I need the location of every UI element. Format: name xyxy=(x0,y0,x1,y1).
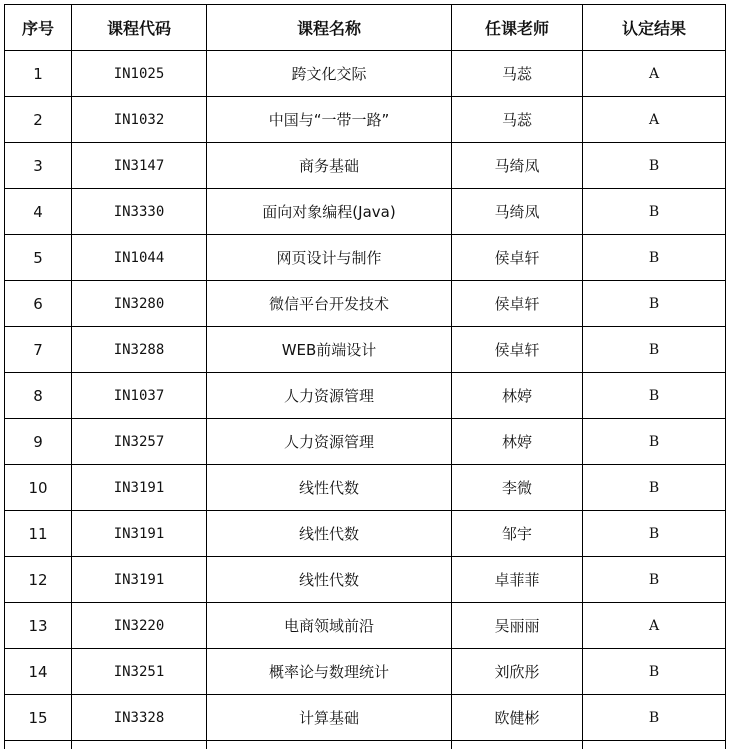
cell-result: B xyxy=(583,511,726,557)
cell-teacher: 卓菲菲 xyxy=(452,557,583,603)
cell-course-code: IN1025 xyxy=(72,51,207,97)
table-row xyxy=(5,465,726,511)
table-row xyxy=(5,327,726,373)
cell-index: 8 xyxy=(5,373,72,419)
cell-result: B xyxy=(583,327,726,373)
cell-teacher: 马蕊 xyxy=(452,97,583,143)
cell-index: 12 xyxy=(5,557,72,603)
cell-teacher: 林婷 xyxy=(452,419,583,465)
cell-result: B xyxy=(583,373,726,419)
cell-index: 1 xyxy=(5,51,72,97)
cell-course-name: 概率论与数理统计 xyxy=(207,649,452,695)
cell-empty xyxy=(583,741,726,749)
cell-empty xyxy=(72,741,207,749)
header-result: 认定结果 xyxy=(583,5,726,51)
cell-course-name: 线性代数 xyxy=(207,557,452,603)
cell-result: B xyxy=(583,235,726,281)
cell-course-name: WEB前端设计 xyxy=(207,327,452,373)
table-row xyxy=(5,281,726,327)
cell-course-name: 线性代数 xyxy=(207,511,452,557)
cell-index: 15 xyxy=(5,695,72,741)
header-index: 序号 xyxy=(5,5,72,51)
cell-course-code: IN3191 xyxy=(72,511,207,557)
cell-course-code: IN1044 xyxy=(72,235,207,281)
cell-teacher: 侯卓轩 xyxy=(452,235,583,281)
cell-course-code: IN3328 xyxy=(72,695,207,741)
table-row xyxy=(5,51,726,97)
cell-result: B xyxy=(583,281,726,327)
cell-index: 4 xyxy=(5,189,72,235)
cell-course-code: IN3280 xyxy=(72,281,207,327)
table-row xyxy=(5,373,726,419)
table-row xyxy=(5,143,726,189)
cell-teacher: 邹宇 xyxy=(452,511,583,557)
cell-course-name: 面向对象编程(Java) xyxy=(207,189,452,235)
cell-course-name: 商务基础 xyxy=(207,143,452,189)
cell-index: 5 xyxy=(5,235,72,281)
table-row xyxy=(5,419,726,465)
cell-result: B xyxy=(583,143,726,189)
cell-empty xyxy=(452,741,583,749)
cell-result: B xyxy=(583,557,726,603)
cell-index: 14 xyxy=(5,649,72,695)
cell-index: 10 xyxy=(5,465,72,511)
header-course-name: 课程名称 xyxy=(207,5,452,51)
cell-course-name: 线性代数 xyxy=(207,465,452,511)
cell-index: 3 xyxy=(5,143,72,189)
cell-course-code: IN3251 xyxy=(72,649,207,695)
cell-index: 2 xyxy=(5,97,72,143)
cell-result: B xyxy=(583,465,726,511)
cell-empty xyxy=(5,741,72,749)
header-row xyxy=(5,5,726,51)
cell-teacher: 马绮凤 xyxy=(452,189,583,235)
table-row xyxy=(5,649,726,695)
header-teacher: 任课老师 xyxy=(452,5,583,51)
table-row-cut-off xyxy=(5,741,726,749)
cell-course-name: 电商领域前沿 xyxy=(207,603,452,649)
cell-teacher: 吴丽丽 xyxy=(452,603,583,649)
cell-result: B xyxy=(583,649,726,695)
cell-teacher: 马绮凤 xyxy=(452,143,583,189)
cell-result: A xyxy=(583,51,726,97)
cell-course-code: IN3257 xyxy=(72,419,207,465)
cell-teacher: 侯卓轩 xyxy=(452,281,583,327)
cell-empty xyxy=(207,741,452,749)
cell-course-code: IN1037 xyxy=(72,373,207,419)
cell-course-code: IN3191 xyxy=(72,557,207,603)
cell-course-code: IN1032 xyxy=(72,97,207,143)
cell-course-name: 计算基础 xyxy=(207,695,452,741)
cell-teacher: 林婷 xyxy=(452,373,583,419)
table-row xyxy=(5,235,726,281)
cell-course-code: IN3191 xyxy=(72,465,207,511)
cell-course-code: IN3288 xyxy=(72,327,207,373)
cell-course-name: 人力资源管理 xyxy=(207,419,452,465)
course-table xyxy=(4,4,726,749)
cell-result: A xyxy=(583,603,726,649)
course-recognition-sheet xyxy=(4,4,725,749)
cell-result: B xyxy=(583,189,726,235)
cell-course-name: 微信平台开发技术 xyxy=(207,281,452,327)
cell-index: 6 xyxy=(5,281,72,327)
table-row xyxy=(5,603,726,649)
cell-result: A xyxy=(583,97,726,143)
cell-teacher: 马蕊 xyxy=(452,51,583,97)
cell-teacher: 欧健彬 xyxy=(452,695,583,741)
cell-index: 11 xyxy=(5,511,72,557)
table-row xyxy=(5,695,726,741)
table-row xyxy=(5,557,726,603)
header-course-code: 课程代码 xyxy=(72,5,207,51)
table-row xyxy=(5,97,726,143)
table-row xyxy=(5,511,726,557)
cell-result: B xyxy=(583,695,726,741)
cell-index: 7 xyxy=(5,327,72,373)
cell-result: B xyxy=(583,419,726,465)
cell-course-name: 跨文化交际 xyxy=(207,51,452,97)
cell-course-name: 网页设计与制作 xyxy=(207,235,452,281)
cell-index: 13 xyxy=(5,603,72,649)
cell-course-code: IN3330 xyxy=(72,189,207,235)
cell-teacher: 刘欣彤 xyxy=(452,649,583,695)
cell-course-name: 人力资源管理 xyxy=(207,373,452,419)
cell-index: 9 xyxy=(5,419,72,465)
cell-course-name: 中国与“一带一路” xyxy=(207,97,452,143)
cell-course-code: IN3147 xyxy=(72,143,207,189)
cell-teacher: 李微 xyxy=(452,465,583,511)
table-row xyxy=(5,189,726,235)
cell-course-code: IN3220 xyxy=(72,603,207,649)
cell-teacher: 侯卓轩 xyxy=(452,327,583,373)
